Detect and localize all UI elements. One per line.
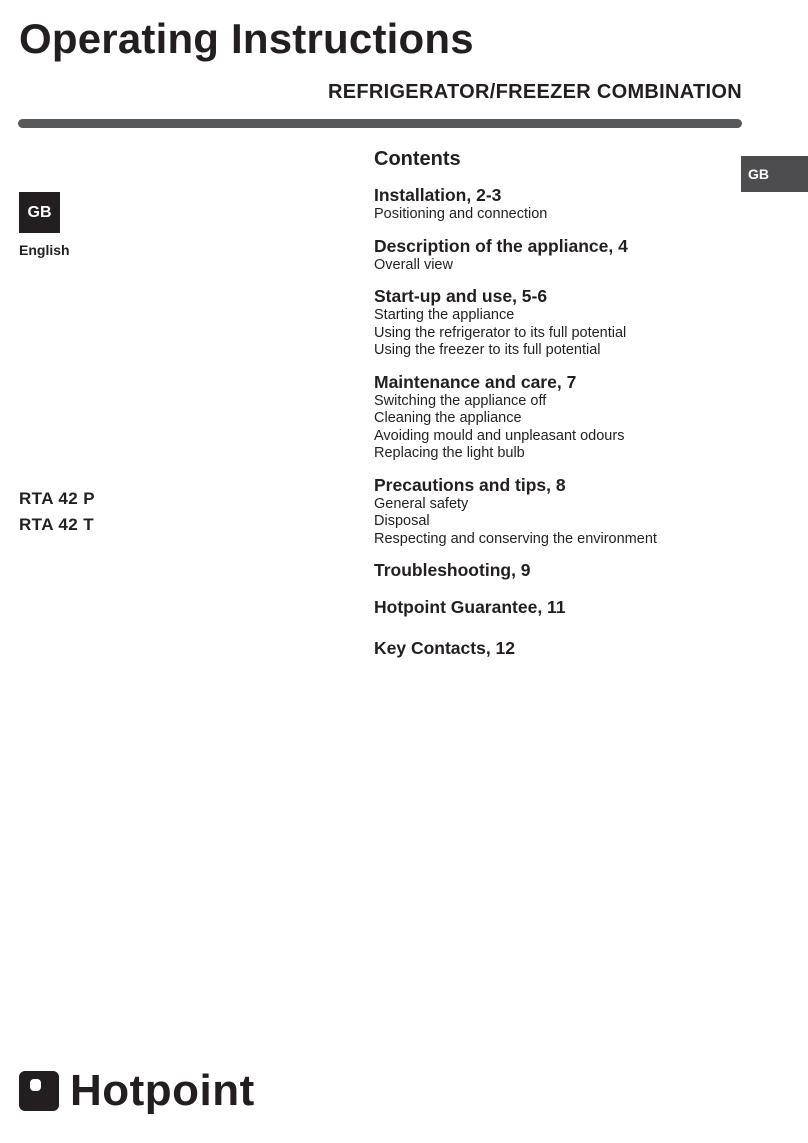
brand-logo (19, 1066, 255, 1115)
toc-item: Respecting and conserving the environment (374, 530, 657, 547)
toc-section-title: Key Contacts, 12 (374, 638, 516, 658)
hotpoint-logo-icon (19, 1071, 59, 1111)
toc-section-title: Maintenance and care, 7 (374, 371, 577, 392)
contents-heading: Contents (374, 148, 461, 170)
toc-section-title: Hotpoint Guarantee, 11 (374, 597, 566, 617)
document-subtitle: REFRIGERATOR/FREEZER COMBINATION (327, 81, 742, 103)
toc-item: Positioning and connection (374, 206, 548, 222)
toc-section-start-up (374, 285, 794, 360)
toc-section-title: Precautions and tips, 8 (374, 474, 566, 495)
toc-item: General safety (374, 495, 469, 512)
model-number: RTA 42 P (19, 489, 95, 508)
toc-item: Starting the appliance (374, 307, 515, 323)
toc-section-guarantee (374, 596, 794, 618)
toc-section-title: Troubleshooting, 9 (374, 560, 531, 580)
toc-section-description (374, 235, 794, 275)
model-number: RTA 42 T (19, 515, 94, 534)
language-side-tab: GB (741, 156, 808, 192)
document-title: Operating Instructions (19, 15, 474, 62)
toc-item: Avoiding mould and unpleasant odours (374, 427, 625, 444)
toc-section-title: Description of the appliance, 4 (374, 235, 628, 256)
toc-item: Overall view (374, 256, 453, 273)
language-code-badge: GB (19, 192, 60, 233)
header-divider (18, 119, 742, 128)
table-of-contents (374, 146, 794, 670)
toc-section-key-contacts (374, 637, 794, 659)
toc-section-installation (374, 184, 794, 224)
toc-item: Cleaning the appliance (374, 410, 522, 426)
toc-section-precautions (374, 474, 794, 549)
brand-name: Hotpoint (70, 1066, 255, 1115)
toc-section-title: Installation, 2-3 (374, 185, 502, 205)
model-list (19, 486, 95, 538)
toc-item: Switching the appliance off (374, 392, 547, 409)
toc-item: Using the freezer to its full potential (374, 342, 601, 358)
language-name: English (19, 242, 70, 258)
toc-item: Disposal (374, 513, 430, 529)
toc-item: Replacing the light bulb (374, 445, 525, 461)
toc-section-troubleshooting (374, 559, 794, 581)
toc-section-maintenance (374, 371, 794, 463)
toc-item: Using the refrigerator to its full potential (374, 324, 627, 341)
toc-section-title: Start-up and use, 5-6 (374, 286, 548, 306)
